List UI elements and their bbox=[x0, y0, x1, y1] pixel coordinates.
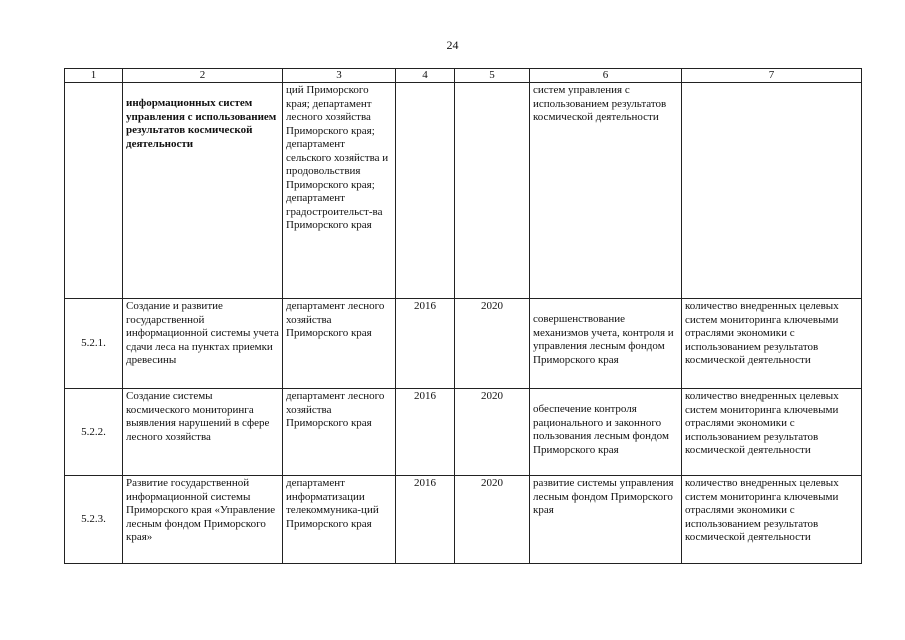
responsible-cell: департамент информатизации телекоммуника-ций Приморского края bbox=[283, 476, 396, 564]
start-year-cell bbox=[396, 83, 455, 299]
measure-name-cell: Создание системы космического мониторинга выявления нарушений в сфере лесного хозяйства bbox=[123, 389, 283, 476]
table-row bbox=[65, 299, 862, 389]
expected-result-cell: совершенствование механизмов учета, контроля и управления лесным фондом Приморского края bbox=[530, 299, 682, 389]
page-number: 24 bbox=[446, 38, 459, 52]
start-year-cell: 2016 bbox=[396, 389, 455, 476]
responsible-cell: департамент лесного хозяйства Приморского края bbox=[283, 389, 396, 476]
table-row bbox=[65, 476, 862, 564]
table-row bbox=[65, 83, 862, 299]
column-number: 4 bbox=[396, 69, 455, 83]
column-number: 1 bbox=[65, 69, 123, 83]
column-number: 3 bbox=[283, 69, 396, 83]
responsible-cell: департамент лесного хозяйства Приморского края bbox=[283, 299, 396, 389]
measure-code-cell: 5.2.1. bbox=[65, 299, 123, 389]
end-year-cell bbox=[455, 83, 530, 299]
column-number: 7 bbox=[682, 69, 862, 83]
table-row bbox=[65, 389, 862, 476]
responsible-cell: ций Приморского края; департамент лесного хозяйства Приморского края; департамент сельского хозяйства и продовольствия Приморского края; департамент градостроительст-ва Приморского края bbox=[283, 83, 396, 299]
end-year-cell: 2020 bbox=[455, 389, 530, 476]
indicator-cell: количество внедренных целевых систем мониторинга ключевыми отраслями экономики с использованием результатов космической деятельности bbox=[682, 389, 862, 476]
measure-code-cell: 5.2.3. bbox=[65, 476, 123, 564]
column-number: 5 bbox=[455, 69, 530, 83]
end-year-cell: 2020 bbox=[455, 476, 530, 564]
measure-code-cell: 5.2.2. bbox=[65, 389, 123, 476]
indicator-cell: количество внедренных целевых систем мониторинга ключевыми отраслями экономики с использованием результатов космической деятельности bbox=[682, 299, 862, 389]
column-number: 2 bbox=[123, 69, 283, 83]
measures-table bbox=[64, 68, 862, 564]
measure-name-cell: информационных систем управления с использованием результатов космической деятельности bbox=[123, 83, 283, 299]
measure-name-cell: Развитие государственной информационной системы Приморского края «Управление лесным фондом Приморского края» bbox=[123, 476, 283, 564]
measure-code-cell bbox=[65, 83, 123, 299]
measure-name-cell: Создание и развитие государственной информационной системы учета сдачи леса на пунктах приемки древесины bbox=[123, 299, 283, 389]
start-year-cell: 2016 bbox=[396, 476, 455, 564]
column-number-row bbox=[65, 69, 862, 83]
expected-result-cell: развитие системы управления лесным фондом Приморского края bbox=[530, 476, 682, 564]
indicator-cell: количество внедренных целевых систем мониторинга ключевыми отраслями экономики с использованием результатов космической деятельности bbox=[682, 476, 862, 564]
indicator-cell bbox=[682, 83, 862, 299]
expected-result-cell: обеспечение контроля рационального и законного пользования лесным фондом Приморского края bbox=[530, 389, 682, 476]
end-year-cell: 2020 bbox=[455, 299, 530, 389]
column-number: 6 bbox=[530, 69, 682, 83]
expected-result-cell: систем управления с использованием результатов космической деятельности bbox=[530, 83, 682, 299]
start-year-cell: 2016 bbox=[396, 299, 455, 389]
